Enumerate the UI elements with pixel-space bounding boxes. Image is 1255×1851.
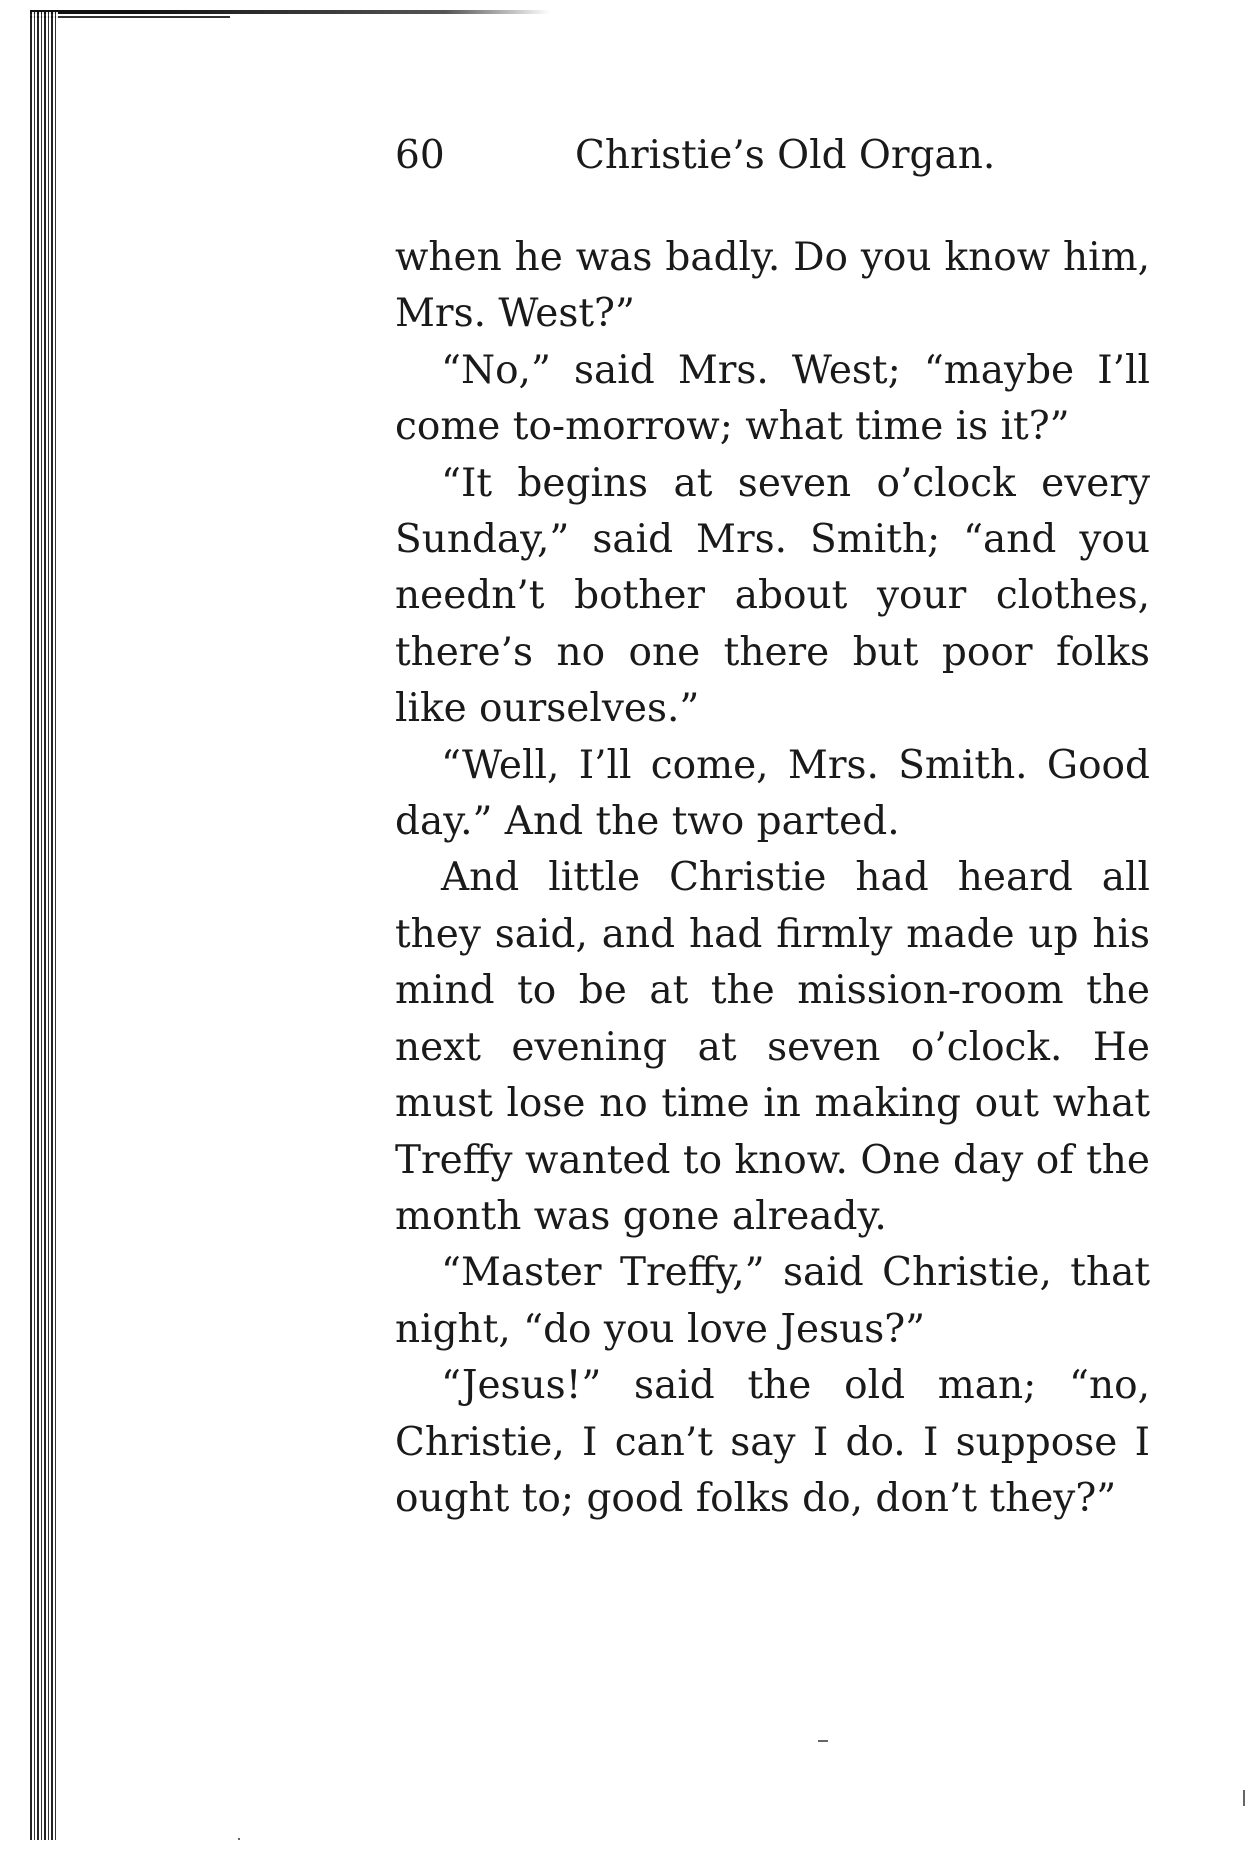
paragraph: “No,” said Mrs. West; “maybe I’ll come to-morrow; what time is it?” [395, 347, 1150, 450]
scan-top-edge-shadow [30, 16, 230, 18]
paragraph: when he was badly. Do you know him, Mrs. West?” [395, 235, 1150, 337]
book-title: Christie’s Old Organ. [575, 133, 996, 178]
body-text [395, 230, 1150, 1527]
paragraph: And little Christie had heard all they said, and had firmly made up his mind to be at the mission-room the next evening at seven o’clock. He must lose no time in making out what Treffy wanted to know. One day of the month was gone already. [395, 855, 1150, 1239]
scan-speck [238, 1838, 240, 1840]
paragraph: “Well, I’ll come, Mrs. Smith. Good day.” And the two parted. [395, 742, 1150, 845]
running-head [395, 128, 1035, 184]
paragraph: “Master Treffy,” said Christie, that night, “do you love Jesus?” [395, 1250, 1150, 1352]
book-binding-edge [30, 12, 58, 1840]
scan-speck [1243, 1790, 1245, 1806]
paragraph: “It begins at seven o’clock every Sunday,” said Mrs. Smith; “and you needn’t bother about your clothes, there’s no one there but poor folks like ourselves.” [395, 460, 1150, 732]
page-number: 60 [395, 133, 445, 178]
scan-speck [818, 1740, 828, 1742]
scan-top-edge [30, 10, 550, 14]
paragraph: “Jesus!” said the old man; “no, Christie, I can’t say I do. I suppose I ought to; good folks do, don’t they?” [395, 1363, 1150, 1521]
